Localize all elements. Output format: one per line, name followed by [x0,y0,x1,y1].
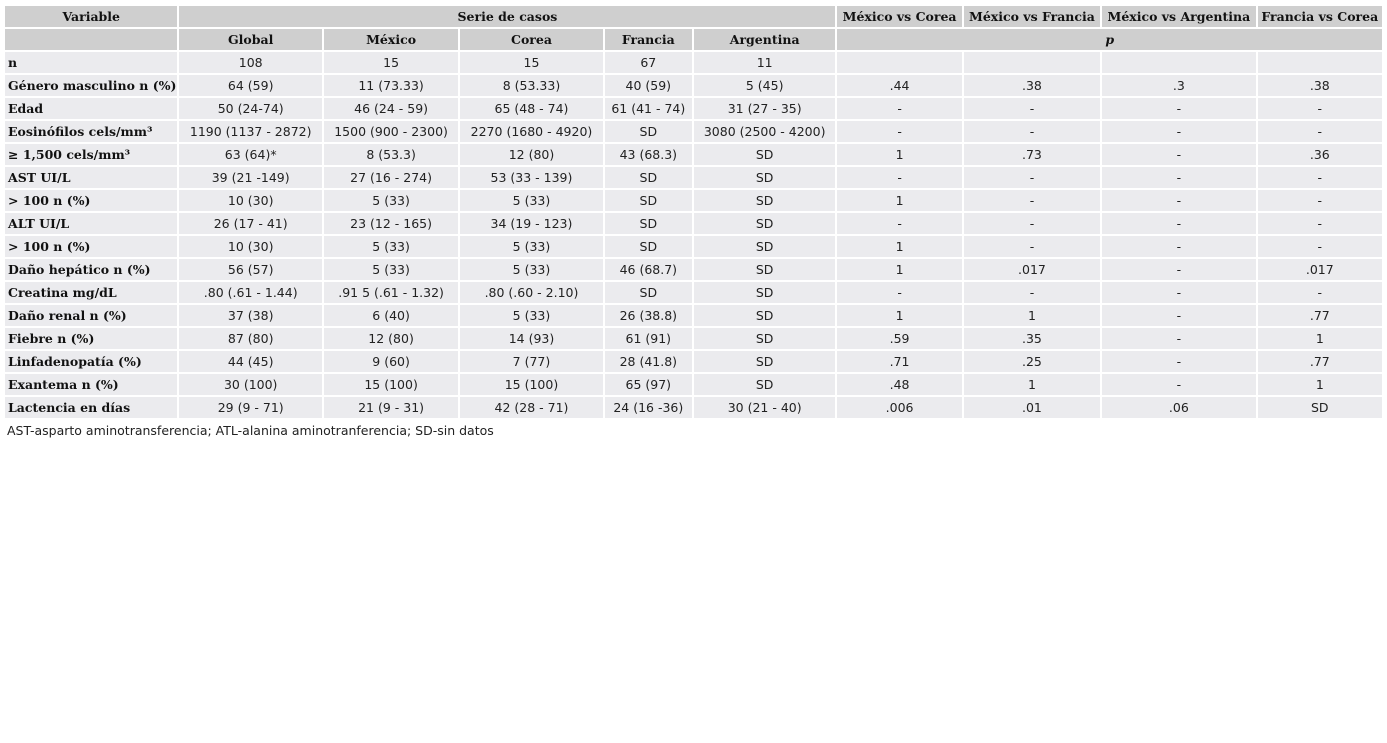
header-argentina: Argentina [694,29,835,50]
row-value-cell: SD [694,167,835,188]
row-variable-label: AST UI/L [5,167,177,188]
table-row [5,351,1382,372]
header-p-value: p [837,29,1382,50]
row-value-cell: SD [605,190,692,211]
table-row [5,167,1382,188]
row-p-value-cell: .48 [837,374,961,395]
row-value-cell: 39 (21 -149) [179,167,321,188]
row-p-value-cell: - [1102,144,1255,165]
row-p-value-cell: 1 [964,305,1100,326]
row-p-value-cell: - [964,121,1100,142]
row-p-value-cell: - [1102,351,1255,372]
row-value-cell: SD [694,305,835,326]
table-footnote: AST-asparto aminotransferencia; ATL-alanina aminotranferencia; SD-sin datos [7,423,494,438]
header-francia: Francia [605,29,692,50]
table-row [5,190,1382,211]
row-p-value-cell: .77 [1258,305,1382,326]
row-value-cell: 27 (16 - 274) [324,167,458,188]
row-value-cell: 61 (41 - 74) [605,98,692,119]
row-value-cell: 31 (27 - 35) [694,98,835,119]
row-p-value-cell: - [1258,98,1382,119]
row-value-cell: 87 (80) [179,328,321,349]
row-p-value-cell: 1 [1258,374,1382,395]
row-value-cell: 65 (48 - 74) [460,98,602,119]
row-value-cell: 2270 (1680 - 4920) [460,121,602,142]
row-value-cell: SD [694,190,835,211]
row-p-value-cell: - [1102,236,1255,257]
row-p-value-cell: - [964,236,1100,257]
row-value-cell: 9 (60) [324,351,458,372]
row-value-cell: SD [694,213,835,234]
table-row [5,236,1382,257]
row-p-value-cell: - [1258,282,1382,303]
row-value-cell: 50 (24-74) [179,98,321,119]
row-p-value-cell: - [964,190,1100,211]
row-p-value-cell: 1 [837,144,961,165]
row-value-cell: 29 (9 - 71) [179,397,321,418]
row-value-cell: 8 (53.33) [460,75,602,96]
row-value-cell: 15 (100) [324,374,458,395]
row-value-cell: 64 (59) [179,75,321,96]
table-container [3,4,1384,438]
row-p-value-cell: .017 [964,259,1100,280]
row-value-cell: 5 (45) [694,75,835,96]
table-row [5,259,1382,280]
table-row [5,121,1382,142]
row-value-cell: SD [605,236,692,257]
header-row-2 [5,29,1382,50]
row-variable-label: Género masculino n (%) [5,75,177,96]
row-value-cell: 15 [460,52,602,73]
row-value-cell: SD [605,282,692,303]
row-p-value-cell [1258,52,1382,73]
row-value-cell: 56 (57) [179,259,321,280]
header-mexico: México [324,29,458,50]
row-value-cell: 5 (33) [460,259,602,280]
table-row [5,98,1382,119]
row-variable-label: Fiebre n (%) [5,328,177,349]
row-p-value-cell: - [1258,121,1382,142]
row-variable-label: Lactencia en días [5,397,177,418]
row-p-value-cell: - [1102,259,1255,280]
row-p-value-cell: 1 [837,190,961,211]
row-value-cell: .80 (.61 - 1.44) [179,282,321,303]
row-variable-label: Eosinófilos cels/mm³ [5,121,177,142]
row-variable-label: Daño renal n (%) [5,305,177,326]
table-row [5,328,1382,349]
row-value-cell: SD [694,282,835,303]
header-empty [5,29,177,50]
row-value-cell: 5 (33) [460,236,602,257]
row-p-value-cell [837,52,961,73]
row-p-value-cell: - [964,213,1100,234]
row-p-value-cell: - [1258,236,1382,257]
row-value-cell: 14 (93) [460,328,602,349]
row-p-value-cell: .71 [837,351,961,372]
row-value-cell: 1500 (900 - 2300) [324,121,458,142]
row-value-cell: 46 (24 - 59) [324,98,458,119]
row-p-value-cell: - [1102,167,1255,188]
row-value-cell: 5 (33) [460,190,602,211]
row-p-value-cell: .36 [1258,144,1382,165]
table-row [5,144,1382,165]
row-value-cell: SD [605,213,692,234]
row-p-value-cell: - [1102,305,1255,326]
row-value-cell: 3080 (2500 - 4200) [694,121,835,142]
row-p-value-cell: .3 [1102,75,1255,96]
case-series-table [3,4,1384,420]
row-p-value-cell: .006 [837,397,961,418]
row-variable-label: ALT UI/L [5,213,177,234]
row-variable-label: ≥ 1,500 cels/mm³ [5,144,177,165]
table-row [5,305,1382,326]
row-variable-label: Exantema n (%) [5,374,177,395]
row-p-value-cell: 1 [837,259,961,280]
row-variable-label: Daño hepático n (%) [5,259,177,280]
row-value-cell: 10 (30) [179,190,321,211]
row-p-value-cell: .73 [964,144,1100,165]
row-value-cell: 63 (64)* [179,144,321,165]
row-variable-label: Edad [5,98,177,119]
row-value-cell: SD [605,167,692,188]
table-row [5,52,1382,73]
row-value-cell: SD [694,328,835,349]
row-value-cell: 24 (16 -36) [605,397,692,418]
table-row [5,397,1382,418]
row-p-value-cell [1102,52,1255,73]
row-value-cell: 42 (28 - 71) [460,397,602,418]
row-p-value-cell: .59 [837,328,961,349]
row-value-cell: 5 (33) [324,190,458,211]
row-value-cell: 65 (97) [605,374,692,395]
row-variable-label: n [5,52,177,73]
row-p-value-cell: - [1258,213,1382,234]
row-value-cell: 23 (12 - 165) [324,213,458,234]
row-value-cell: 5 (33) [324,259,458,280]
header-corea: Corea [460,29,602,50]
row-p-value-cell: SD [1258,397,1382,418]
row-value-cell: 30 (100) [179,374,321,395]
row-p-value-cell: .35 [964,328,1100,349]
row-p-value-cell: 1 [964,374,1100,395]
row-p-value-cell: - [964,98,1100,119]
row-p-value-cell: - [1102,213,1255,234]
row-value-cell: 108 [179,52,321,73]
row-p-value-cell: - [964,282,1100,303]
row-p-value-cell: .017 [1258,259,1382,280]
header-mexico-vs-argentina: México vs Argentina [1102,6,1255,27]
row-variable-label: > 100 n (%) [5,190,177,211]
row-value-cell: 37 (38) [179,305,321,326]
row-value-cell: 61 (91) [605,328,692,349]
row-variable-label: > 100 n (%) [5,236,177,257]
row-value-cell: SD [694,144,835,165]
row-variable-label: Linfadenopatía (%) [5,351,177,372]
table-row [5,282,1382,303]
row-p-value-cell: 1 [1258,328,1382,349]
header-mexico-vs-francia: México vs Francia [964,6,1100,27]
row-variable-label: Creatina mg/dL [5,282,177,303]
row-value-cell: 5 (33) [460,305,602,326]
row-value-cell: 12 (80) [460,144,602,165]
row-value-cell: .80 (.60 - 2.10) [460,282,602,303]
row-value-cell: 7 (77) [460,351,602,372]
row-value-cell: SD [694,259,835,280]
table-body [5,52,1382,418]
row-value-cell: 67 [605,52,692,73]
row-value-cell: SD [694,236,835,257]
row-value-cell: 26 (17 - 41) [179,213,321,234]
table-row [5,75,1382,96]
row-value-cell: SD [605,121,692,142]
row-p-value-cell: - [1258,167,1382,188]
row-value-cell: 40 (59) [605,75,692,96]
table-row [5,213,1382,234]
row-p-value-cell: - [837,282,961,303]
row-value-cell: 1190 (1137 - 2872) [179,121,321,142]
row-value-cell: 21 (9 - 31) [324,397,458,418]
header-serie-de-casos: Serie de casos [179,6,835,27]
row-value-cell: 53 (33 - 139) [460,167,602,188]
row-value-cell: 10 (30) [179,236,321,257]
row-value-cell: 30 (21 - 40) [694,397,835,418]
row-value-cell: SD [694,351,835,372]
row-p-value-cell: .38 [1258,75,1382,96]
row-p-value-cell: .01 [964,397,1100,418]
row-value-cell: SD [694,374,835,395]
row-value-cell: .91 5 (.61 - 1.32) [324,282,458,303]
header-global: Global [179,29,321,50]
row-p-value-cell: - [1102,374,1255,395]
row-p-value-cell: - [1102,98,1255,119]
row-value-cell: 11 [694,52,835,73]
row-p-value-cell: .77 [1258,351,1382,372]
row-p-value-cell: - [964,167,1100,188]
row-value-cell: 8 (53.3) [324,144,458,165]
row-value-cell: 15 [324,52,458,73]
row-p-value-cell: - [1102,328,1255,349]
row-value-cell: 6 (40) [324,305,458,326]
row-value-cell: 5 (33) [324,236,458,257]
row-value-cell: 43 (68.3) [605,144,692,165]
header-mexico-vs-corea: México vs Corea [837,6,961,27]
row-p-value-cell: .25 [964,351,1100,372]
row-p-value-cell: - [1102,282,1255,303]
row-p-value-cell: - [1258,190,1382,211]
row-value-cell: 11 (73.33) [324,75,458,96]
row-p-value-cell: - [837,98,961,119]
row-p-value-cell: 1 [837,305,961,326]
row-value-cell: 44 (45) [179,351,321,372]
row-p-value-cell: - [837,167,961,188]
row-p-value-cell: - [1102,121,1255,142]
row-p-value-cell: - [1102,190,1255,211]
row-value-cell: 15 (100) [460,374,602,395]
row-value-cell: 46 (68.7) [605,259,692,280]
header-row-1 [5,6,1382,27]
header-variable: Variable [5,6,177,27]
row-p-value-cell: - [837,213,961,234]
row-p-value-cell [964,52,1100,73]
row-p-value-cell: .38 [964,75,1100,96]
row-value-cell: 28 (41.8) [605,351,692,372]
row-p-value-cell: - [837,121,961,142]
row-p-value-cell: .06 [1102,397,1255,418]
row-value-cell: 12 (80) [324,328,458,349]
row-value-cell: 26 (38.8) [605,305,692,326]
header-francia-vs-corea: Francia vs Corea [1258,6,1382,27]
row-p-value-cell: 1 [837,236,961,257]
row-p-value-cell: .44 [837,75,961,96]
row-value-cell: 34 (19 - 123) [460,213,602,234]
table-row [5,374,1382,395]
